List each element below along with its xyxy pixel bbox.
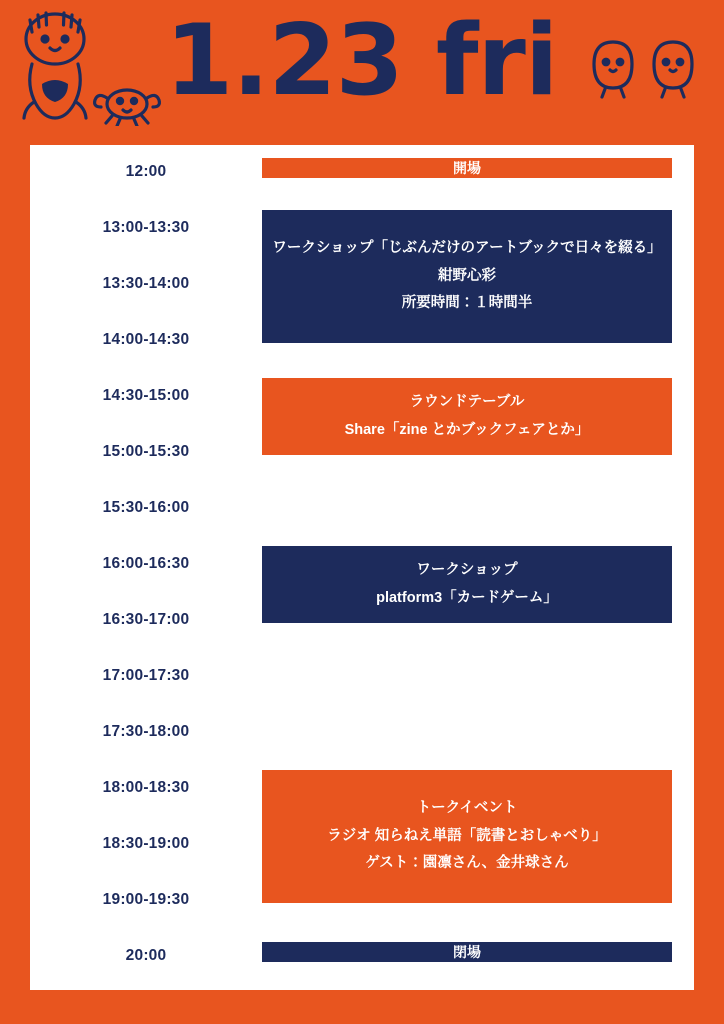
bird-mascot-icon (648, 38, 698, 102)
program-block-line: ワークショップ「じぶんだけのアートブックで日々を綴る」 (272, 240, 662, 257)
program-block-line: 開場 (453, 160, 481, 176)
bird-mascot-icon (588, 38, 638, 102)
program-block-workshop-artbook (262, 210, 672, 343)
program-blocks (262, 145, 672, 990)
program-block-line: 所要時間：１時間半 (401, 295, 533, 312)
time-label: 18:00-18:30 (102, 779, 190, 796)
program-block-line: 閉場 (453, 944, 481, 960)
time-label: 15:00-15:30 (102, 443, 190, 460)
time-label: 13:00-13:30 (102, 219, 190, 236)
time-label: 18:30-19:00 (102, 835, 190, 852)
program-block-line: トークイベント (416, 800, 518, 817)
time-label: 14:00-14:30 (102, 331, 190, 348)
program-block-line: ラウンドテーブル (409, 393, 525, 410)
time-label: 15:30-16:00 (102, 499, 190, 516)
time-label: 17:30-18:00 (102, 723, 190, 740)
poster-header (0, 0, 724, 145)
program-block-opening (262, 158, 672, 178)
time-label: 20:00 (125, 947, 167, 964)
time-label: 14:30-15:00 (102, 387, 190, 404)
time-label: 13:30-14:00 (102, 275, 190, 292)
time-label: 12:00 (125, 163, 167, 180)
time-label: 19:00-19:30 (102, 891, 190, 908)
program-block-closing (262, 942, 672, 962)
program-block-line: platform3「カードゲーム」 (376, 589, 558, 606)
program-block-talk-event (262, 770, 672, 903)
crab-mascot-icon (92, 78, 162, 126)
schedule-sheet (30, 145, 694, 990)
tiger-mascot-icon (12, 6, 98, 122)
time-column (30, 145, 262, 990)
program-block-line: ワークショップ (416, 561, 518, 578)
program-block-line: 紺野心彩 (438, 267, 496, 284)
time-label: 16:00-16:30 (102, 555, 190, 572)
program-block-line: Share「zine とかブックフェアとか」 (344, 421, 590, 438)
program-block-workshop-cardgame (262, 546, 672, 623)
program-block-line: ゲスト：園凛さん、金井球さん (365, 855, 569, 872)
schedule-rows (30, 145, 694, 990)
page-title: 1.23 fri (165, 4, 558, 118)
time-label: 16:30-17:00 (102, 611, 190, 628)
time-label: 17:00-17:30 (102, 667, 190, 684)
program-block-round-table (262, 378, 672, 455)
program-block-line: ラジオ 知らねえ単語「読書とおしゃべり」 (327, 827, 607, 844)
